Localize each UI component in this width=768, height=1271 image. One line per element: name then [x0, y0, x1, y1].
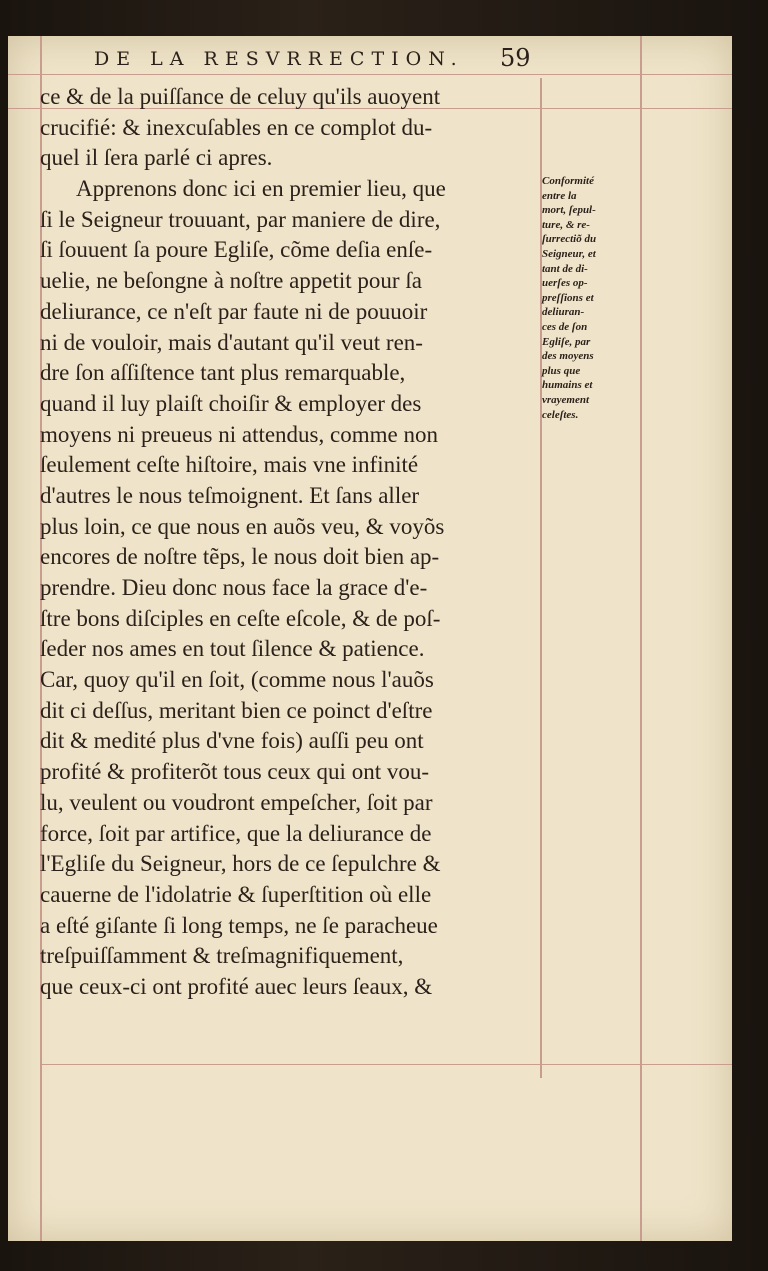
text-line: que ceux-ci ont profité auec leurs ſeaux, &: [40, 973, 433, 999]
text-line: quand il luy plaiſt choiſir & employer des: [40, 390, 422, 416]
marginal-note-line: tant de di-: [542, 262, 588, 275]
marginal-note-line: des moyens: [542, 350, 594, 363]
text-line: ſeder nos ames en tout ſilence & patience.: [40, 636, 425, 662]
text-line: moyens ni preueus ni attendus, comme non: [40, 421, 438, 447]
text-line: ſi le Seigneur trouuant, par maniere de dire,: [40, 206, 441, 232]
text-line: dre ſon aſſiſtence tant plus remarquable,: [40, 360, 406, 386]
page-number: 59: [500, 44, 531, 72]
marginal-note-line: preſſions et: [542, 291, 594, 304]
text-line: Car, quoy qu'il en ſoit, (comme nous l'auõs: [40, 667, 434, 693]
marginal-note-line: uerſes op-: [542, 277, 588, 290]
marginal-note-line: ces de ſon: [542, 320, 588, 333]
text-line: d'autres le nous teſmoignent. Et ſans aller: [40, 482, 420, 508]
marginal-note-line: vrayement: [542, 393, 590, 406]
text-line: plus loin, ce que nous en auõs veu, & voyõs: [40, 513, 445, 539]
body-text: [40, 82, 540, 1003]
running-head: DE LA RESVRRECTION.: [94, 48, 464, 70]
text-line: l'Egliſe du Seigneur, hors de ce ſepulchre &: [40, 851, 441, 877]
text-line: encores de noſtre tẽps, le nous doit bien ap-: [40, 544, 440, 570]
text-line: force, ſoit par artifice, que la deliurance de: [40, 820, 432, 846]
marginal-note-line: ſurrectiõ du: [542, 233, 597, 246]
text-line: dit ci deſſus, meritant bien ce poinct d'eſtre: [40, 697, 433, 723]
text-line: deliurance, ce n'eſt par faute ni de pouuoir: [40, 298, 428, 324]
marginal-note-line: ture, & re-: [542, 218, 590, 231]
text-line: a eſté giſante ſi long temps, ne ſe paracheue: [40, 912, 438, 938]
marginal-note-line: humains et: [542, 379, 593, 392]
marginal-note: [542, 174, 642, 422]
marginal-note-line: mort, ſepul-: [542, 204, 596, 217]
marginal-note-line: celeſtes.: [542, 408, 579, 421]
text-line: prendre. Dieu donc nous face la grace d'e-: [40, 575, 428, 600]
text-line: profité & profiterõt tous ceux qui ont vou-: [40, 759, 430, 785]
text-line: ſtre bons diſciples en ceſte eſcole, & de poſ-: [40, 605, 441, 631]
text-line: cauerne de l'idolatrie & ſuperſtition où elle: [40, 881, 432, 907]
text-line: treſpuiſſamment & treſmagnifiquement,: [40, 943, 404, 969]
text-line: quel il ſera parlé ci apres.: [40, 145, 273, 171]
text-line: crucifié: & inexcuſables en ce complot du-: [40, 114, 433, 140]
header-top-rule: [8, 74, 732, 75]
marginal-note-line: entre la: [542, 189, 577, 202]
text-line: Apprenons donc ici en premier lieu, que: [76, 176, 446, 202]
text-line: ſeulement ceſte hiſtoire, mais vne infinité: [40, 452, 419, 478]
text-bottom-rule: [40, 1064, 732, 1065]
marginal-note-line: Conformité: [542, 175, 594, 187]
text-line: ce & de la puiſſance de celuy qu'ils auoyent: [40, 84, 441, 109]
text-line: uelie, ne beſongne à noſtre appetit pour ſa: [40, 268, 422, 294]
text-line: lu, veulent ou voudront empeſcher, ſoit par: [40, 789, 433, 815]
text-line: ni de vouloir, mais d'autant qu'il veut ren-: [40, 329, 423, 355]
marginal-note-line: plus que: [542, 364, 581, 377]
text-line: dit & medité plus d'vne fois) auſſi peu ont: [40, 728, 424, 754]
text-line: ſi ſouuent ſa poure Egliſe, cõme deſia enſe-: [40, 237, 433, 263]
marginal-note-line: Seigneur, et: [542, 247, 596, 260]
marginal-note-line: deliuran-: [542, 306, 585, 319]
marginal-note-line: Egliſe, par: [542, 335, 591, 348]
